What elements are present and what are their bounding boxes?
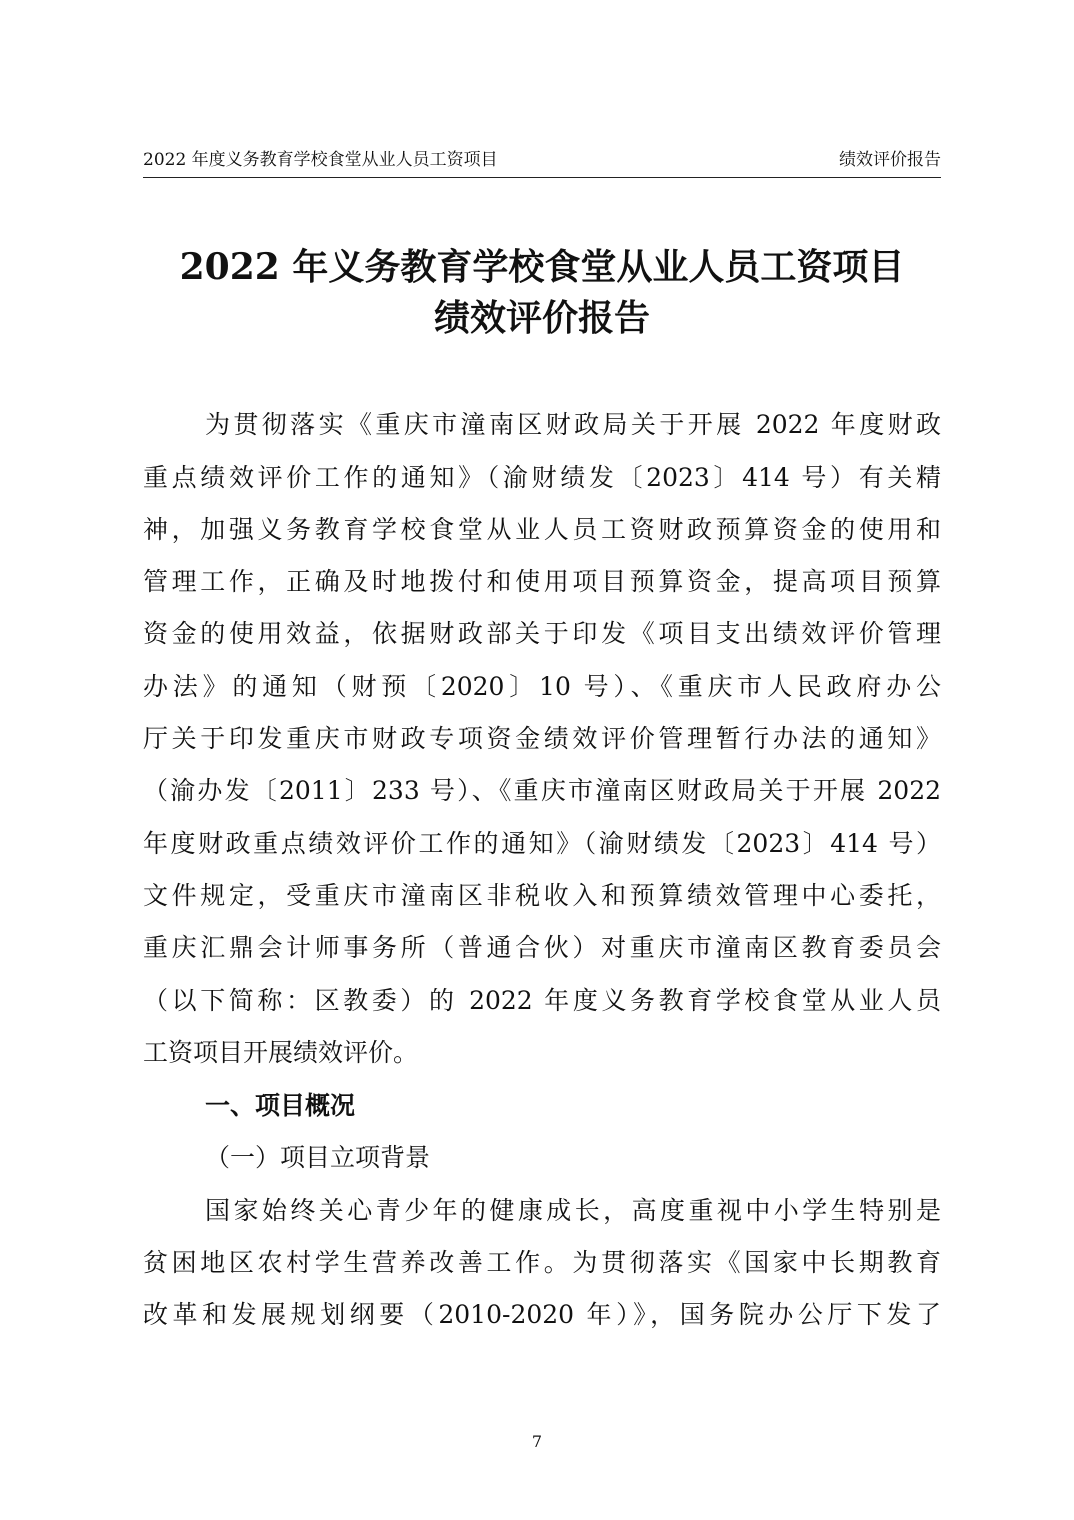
paragraph-line: （以下简称：区教委）的 2022 年度义务教育学校食堂从业人员 xyxy=(143,986,941,1015)
paragraph-line: 神，加强义务教育学校食堂从业人员工资财政预算资金的使用和 xyxy=(143,515,941,544)
header-project-title: 2022 年度义务教育学校食堂从业人员工资项目 xyxy=(143,150,498,170)
paragraph-line: 贫困地区农村学生营养改善工作。为贯彻落实《国家中长期教育 xyxy=(143,1248,941,1277)
paragraph-line: 重点绩效评价工作的通知》（渝财绩发〔2023〕414 号）有关精 xyxy=(143,463,941,492)
paragraph-line: 为贯彻落实《重庆市潼南区财政局关于开展 2022 年度财政 xyxy=(205,410,941,439)
paragraph-line: 年度财政重点绩效评价工作的通知》（渝财绩发〔2023〕414 号） xyxy=(143,829,941,858)
paragraph-line: （渝办发〔2011〕233 号）、《重庆市潼南区财政局关于开展 2022 xyxy=(143,776,941,805)
paragraph-line: 管理工作，正确及时地拨付和使用项目预算资金，提高项目预算 xyxy=(143,567,941,596)
paragraph-line: 文件规定，受重庆市潼南区非税收入和预算绩效管理中心委托， xyxy=(143,881,941,910)
subsection-heading: （一）项目立项背景 xyxy=(205,1143,431,1172)
section-heading: 一、项目概况 xyxy=(205,1091,356,1120)
paragraph-line: 工资项目开展绩效评价。 xyxy=(143,1038,419,1067)
document-title-line-2: 绩效评价报告 xyxy=(433,297,650,339)
paragraph-line: 厅关于印发重庆市财政专项资金绩效评价管理暂行办法的通知》 xyxy=(143,724,941,753)
paragraph-line: 国家始终关心青少年的健康成长，高度重视中小学生特别是 xyxy=(205,1196,941,1225)
document-title-line-1: 2022 年义务教育学校食堂从业人员工资项目 xyxy=(179,246,905,288)
header-report-label: 绩效评价报告 xyxy=(839,150,941,170)
paragraph-line: 资金的使用效益，依据财政部关于印发《项目支出绩效评价管理 xyxy=(143,619,941,648)
paragraph-line: 重庆汇鼎会计师事务所（普通合伙）对重庆市潼南区教育委员会 xyxy=(143,933,941,962)
page-number: 7 xyxy=(531,1432,543,1451)
page-header xyxy=(143,149,941,178)
paragraph-line: 改革和发展规划纲要（2010-2020 年）》，国务院办公厅下发了 xyxy=(143,1300,941,1329)
paragraph-line: 办法》的通知（财预〔2020〕10 号）、《重庆市人民政府办公 xyxy=(143,672,941,701)
